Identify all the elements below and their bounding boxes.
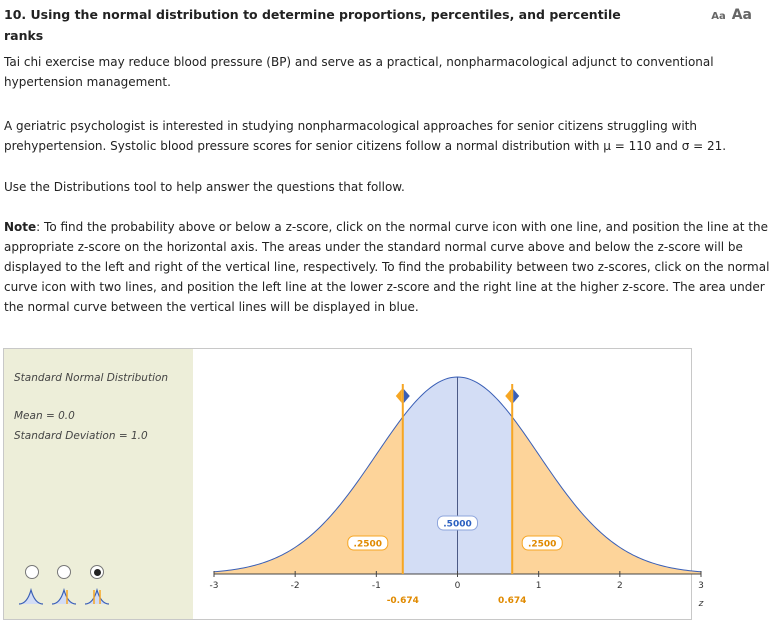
- normal-curve-icon[interactable]: [18, 587, 44, 605]
- sd-label: Standard Deviation = 1.0: [14, 430, 148, 442]
- right-area-value: .2500: [527, 539, 557, 550]
- tick-label: 1: [535, 581, 542, 591]
- z-axis-label: z: [698, 599, 704, 609]
- mode-radio-no-line[interactable]: [25, 565, 39, 579]
- handle-arrow-icon[interactable]: [513, 389, 519, 403]
- normal-distribution-chart: [193, 349, 704, 619]
- tick-label: -1: [371, 581, 381, 591]
- note-text: : To find the probability above or below a z-score, click on the normal curve icon with one line, and position the line at the appropriate z-score on the horizontal axis. The areas under the standard normal curve above and below the z-score will be displayed to the left and right of the vertical line, respectively. To find the probability between two z-scores, click on the normal curve icon with two lines, and position the left line at the lower z-score and the right line at the higher z-score. The area under the normal curve between the vertical lines will be displayed in blue.: [4, 220, 770, 314]
- mean-label: Mean = 0.0: [14, 410, 75, 422]
- tick-label: -3: [209, 581, 219, 591]
- note-paragraph: [4, 217, 784, 317]
- font-increase-button[interactable]: Aa: [731, 7, 752, 23]
- intro-paragraph: Tai chi exercise may reduce blood pressure (BP) and serve as a practical, nonpharmacological adjunct to conventional hypertension management.: [4, 55, 714, 89]
- tick-label: -2: [290, 581, 300, 591]
- left-area-label: [348, 536, 388, 550]
- tick-label: 0: [454, 581, 461, 591]
- instruction-paragraph: Use the Distributions tool to help answer the questions that follow.: [4, 180, 405, 194]
- handle-arrow-icon[interactable]: [396, 389, 402, 403]
- tick-label: 2: [616, 581, 623, 591]
- left-area-value: .2500: [353, 539, 383, 550]
- mode-radio-one-line[interactable]: [57, 565, 71, 579]
- scenario-paragraph: A geriatric psychologist is interested in studying nonpharmacological approaches for senior citizens struggling with prehypertension. Systolic blood pressure scores for senior citizens follow a normal distribution with μ = 110 and σ = 21.: [4, 119, 727, 153]
- normal-curve-two-lines-icon[interactable]: [84, 587, 110, 605]
- upper-z-value: 0.674: [497, 596, 527, 606]
- handle-arrow-icon[interactable]: [404, 389, 410, 403]
- font-size-controls: [711, 4, 752, 23]
- middle-area-value: .5000: [443, 519, 472, 530]
- tool-sidebar: [4, 349, 193, 619]
- mode-radio-two-lines[interactable]: [90, 565, 104, 579]
- panel-title: Standard Normal Distribution: [14, 372, 169, 384]
- middle-area-label: [438, 516, 478, 530]
- distributions-tool: [3, 348, 704, 620]
- handle-arrow-icon[interactable]: [505, 389, 511, 403]
- tick-label: 3: [698, 581, 704, 591]
- right-area-label: [522, 536, 562, 550]
- question-title: 10. Using the normal distribution to determine proportions, percentiles, and percentile ranks: [4, 7, 621, 43]
- font-decrease-button[interactable]: Aa: [711, 11, 726, 22]
- normal-curve-one-line-icon[interactable]: [51, 587, 77, 605]
- note-label: Note: [4, 220, 37, 234]
- lower-z-value: -0.674: [386, 596, 419, 606]
